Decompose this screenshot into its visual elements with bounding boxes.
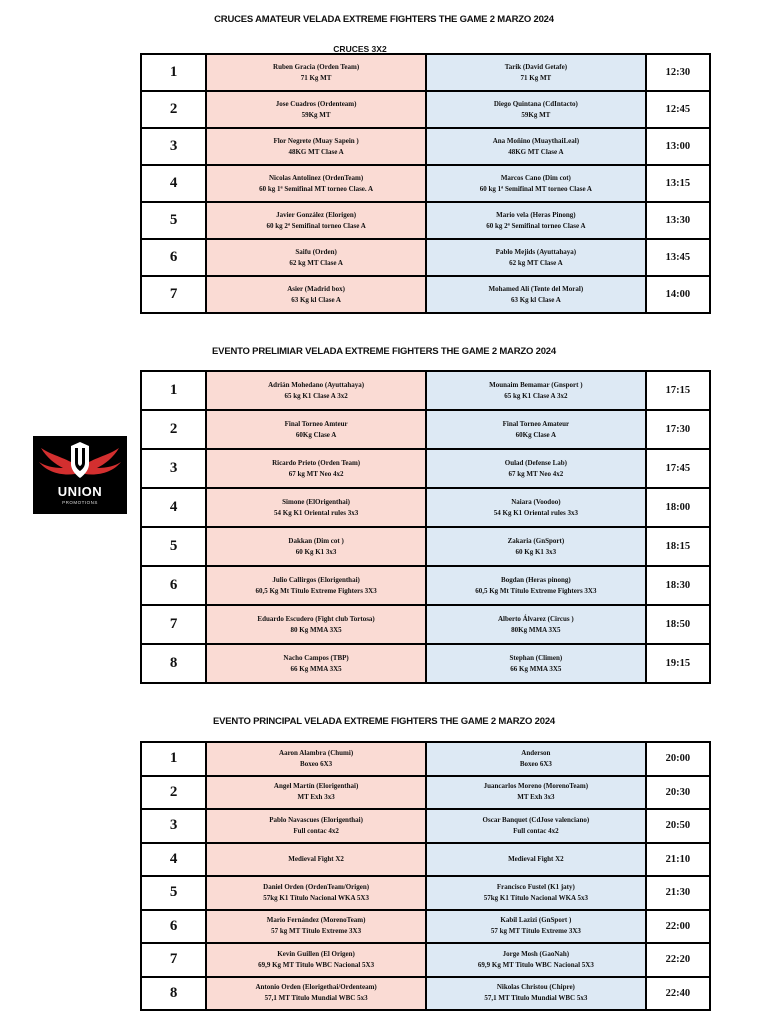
bout-time: [646, 128, 710, 165]
blue-corner-cell: [426, 910, 646, 944]
blue-corner-fighter: Pablo Mejids (Ayuttahaya): [495, 247, 577, 256]
table-row: [141, 91, 710, 128]
bout-time: [646, 410, 710, 449]
blue-corner-fighter: Diego Quintana (CdIntacto): [493, 99, 578, 108]
red-corner-cell: [206, 776, 426, 810]
bout-number-text: 2: [169, 421, 178, 437]
blue-corner-fighter: Medieval Fight X2: [508, 854, 564, 863]
bout-time-text: 18:00: [665, 502, 691, 513]
bout-time-text: 20:30: [665, 786, 691, 798]
blue-corner-fighter: Oscar Banquet (CdJose valenciano): [482, 815, 590, 824]
bout-time: [646, 876, 710, 910]
blue-corner-category: 48KG MT Clase A: [508, 147, 564, 156]
red-corner-cell: [206, 128, 426, 165]
red-corner-cell: [206, 910, 426, 944]
blue-corner-cell: [426, 742, 646, 776]
red-corner-category: 71 Kg MT: [300, 73, 332, 82]
blue-corner-cell: [426, 776, 646, 810]
blue-corner-fighter: Nikolas Christou (Chipre): [496, 983, 575, 992]
bout-time-text: 13:45: [665, 252, 691, 263]
bout-number-text: 5: [169, 538, 178, 554]
red-corner-cell: [206, 943, 426, 977]
bout-number: [141, 54, 206, 91]
red-corner-cell: [206, 488, 426, 527]
red-corner-fighter: Simone (ElOrigenthai): [282, 497, 351, 506]
red-corner-cell: [206, 644, 426, 683]
bout-number-text: 4: [169, 499, 178, 515]
table-row: [141, 371, 710, 410]
blue-corner-cell: [426, 809, 646, 843]
red-corner-fighter: Adrián Mohedano (Ayuttahaya): [268, 380, 365, 389]
bout-time: [646, 239, 710, 276]
red-corner-category: 80 Kg MMA 3X5: [290, 625, 342, 634]
bout-number-text: 6: [169, 917, 178, 934]
table-row: [141, 239, 710, 276]
bout-number: [141, 605, 206, 644]
red-corner-category: Boxeo 6X3: [300, 759, 333, 768]
blue-corner-fighter: Anderson: [521, 748, 551, 757]
logo-subtitle: PROMOTIONS: [62, 500, 98, 505]
bout-time-text: 20:00: [665, 753, 691, 765]
bout-time-text: 12:30: [665, 67, 691, 78]
red-corner-category: 60 kg 1ª Semifinal MT torneo Clase. A: [259, 184, 374, 193]
bout-number: [141, 977, 206, 1011]
bout-number-text: 3: [169, 817, 178, 834]
blue-corner-category: 71 Kg MT: [520, 73, 552, 82]
red-corner-fighter: Daniel Orden (OrdenTeam/Origen): [263, 882, 370, 891]
bout-time-text: 17:30: [665, 424, 691, 435]
bout-time: [646, 371, 710, 410]
preliminary-bouts-table: [140, 370, 711, 684]
red-corner-category: 60 Kg K1 3x3: [295, 547, 337, 556]
red-corner-cell: [206, 605, 426, 644]
bout-number-text: 5: [169, 884, 178, 901]
red-corner-fighter: Saifu (Orden): [295, 247, 337, 256]
red-corner-category: 60,5 Kg Mt Título Extreme Fighters 3X3: [255, 586, 377, 595]
bout-number: [141, 239, 206, 276]
blue-corner-category: MT Exh 3x3: [517, 793, 555, 802]
red-corner-category: 65 kg K1 Clase A 3x2: [284, 391, 348, 400]
table-row: [141, 276, 710, 313]
table-row: [141, 488, 710, 527]
blue-corner-category: 60 kg 1ª Semifinal MT torneo Clase A: [479, 184, 592, 193]
blue-corner-category: 65 kg K1 Clase A 3x2: [504, 391, 568, 400]
bout-number: [141, 410, 206, 449]
table-row: [141, 776, 710, 810]
blue-corner-category: 57 kg MT Título Extreme 3X3: [490, 927, 581, 936]
red-corner-fighter: Julio Callirgos (Elorigenthai): [272, 575, 360, 584]
red-corner-category: 54 Kg K1 Oriental rules 3x3: [274, 508, 359, 517]
bout-time: [646, 527, 710, 566]
blue-corner-fighter: Bogdan (Heras pinong): [501, 575, 571, 584]
bout-number: [141, 91, 206, 128]
blue-corner-fighter: Mario vela (Heras Pinong): [496, 210, 576, 219]
blue-corner-category: Full contac 4x2: [513, 826, 559, 835]
blue-corner-category: 69,9 Kg MT Titulo WBC Nacional 5X3: [477, 960, 594, 969]
table-row: [141, 644, 710, 683]
red-corner-category: 69,9 Kg MT Titulo WBC Nacional 5X3: [258, 960, 375, 969]
bout-number-text: 2: [169, 783, 178, 800]
red-corner-category: MT Exh 3x3: [297, 793, 335, 802]
red-corner-category: 67 kg MT Neo 4x2: [288, 469, 344, 478]
bout-time: [646, 644, 710, 683]
bout-number-text: 6: [169, 249, 178, 265]
blue-corner-cell: [426, 202, 646, 239]
bout-number: [141, 776, 206, 810]
union-promotions-logo: [33, 436, 127, 514]
bout-number-text: 8: [169, 655, 178, 671]
bout-number: [141, 910, 206, 944]
bout-number: [141, 449, 206, 488]
blue-corner-fighter: Juancarlos Moreno (MorenoTeam): [483, 782, 589, 791]
red-corner-fighter: Ricardo Prieto (Orden Team): [272, 458, 361, 467]
red-corner-fighter: Angel Martín (Elorigenthai): [273, 782, 359, 791]
bout-time: [646, 843, 710, 877]
blue-corner-cell: [426, 91, 646, 128]
red-corner-category: 63 Kg kl Clase A: [291, 295, 341, 304]
bout-number: [141, 876, 206, 910]
blue-corner-cell: [426, 449, 646, 488]
table-row: [141, 410, 710, 449]
red-corner-fighter: Dakkan (Dim cot ): [288, 536, 344, 545]
red-corner-cell: [206, 876, 426, 910]
table-row: [141, 843, 710, 877]
red-corner-cell: [206, 371, 426, 410]
blue-corner-fighter: Alberto Álvarez (Circus ): [497, 614, 574, 623]
blue-corner-cell: [426, 943, 646, 977]
blue-corner-category: 66 Kg MMA 3X5: [510, 664, 562, 673]
bout-number: [141, 527, 206, 566]
blue-corner-cell: [426, 566, 646, 605]
red-corner-category: 62 kg MT Clase A: [289, 258, 343, 267]
bout-time-text: 18:30: [665, 580, 691, 591]
table-row: [141, 910, 710, 944]
bout-number-text: 1: [169, 64, 178, 80]
blue-corner-category: 57,1 MT Titulo Mundial WBC 5x3: [484, 994, 588, 1003]
red-corner-cell: [206, 527, 426, 566]
red-corner-cell: [206, 410, 426, 449]
red-corner-fighter: Eduardo Escudero (Fight club Tortosa): [257, 614, 375, 623]
bout-time: [646, 605, 710, 644]
bout-number-text: 7: [169, 616, 178, 632]
red-corner-category: 66 Kg MMA 3X5: [290, 664, 342, 673]
red-corner-cell: [206, 566, 426, 605]
red-corner-cell: [206, 165, 426, 202]
blue-corner-fighter: Stephan (Climen): [509, 653, 563, 662]
bout-number: [141, 202, 206, 239]
table-row: [141, 165, 710, 202]
blue-corner-category: 60Kg Clase A: [515, 430, 557, 439]
red-corner-fighter: Kevin Guillen (El Origen): [277, 949, 355, 958]
bout-number: [141, 276, 206, 313]
blue-corner-category: 59Kg MT: [521, 110, 551, 119]
blue-corner-fighter: Kabil Lazizi (GnSport ): [500, 916, 572, 925]
red-corner-cell: [206, 742, 426, 776]
red-corner-category: 59Kg MT: [301, 110, 331, 119]
blue-corner-fighter: Zakaria (GnSport): [507, 536, 565, 545]
red-corner-cell: [206, 276, 426, 313]
red-corner-cell: [206, 202, 426, 239]
bout-time-text: 19:15: [665, 658, 691, 669]
red-corner-fighter: Mario Fernández (MorenoTeam): [266, 916, 366, 925]
blue-corner-cell: [426, 54, 646, 91]
blue-corner-cell: [426, 371, 646, 410]
red-corner-category: 60 kg 2ª Semifinal torneo Clase A: [266, 221, 366, 230]
bout-number: [141, 644, 206, 683]
blue-corner-cell: [426, 527, 646, 566]
bout-time: [646, 449, 710, 488]
winged-shield-icon: [33, 436, 127, 486]
bout-time-text: 17:15: [665, 385, 691, 396]
bout-time: [646, 202, 710, 239]
bout-time: [646, 165, 710, 202]
bout-number: [141, 165, 206, 202]
red-corner-fighter: Ruben Gracia (Orden Team): [273, 62, 360, 71]
bout-time: [646, 54, 710, 91]
blue-corner-fighter: Ana Moñino (MuaythaiLeal): [492, 136, 580, 145]
bout-number-text: 7: [169, 286, 178, 302]
blue-corner-category: 67 kg MT Neo 4x2: [508, 469, 564, 478]
table-row: [141, 605, 710, 644]
bout-number: [141, 488, 206, 527]
bout-time-text: 13:15: [665, 178, 691, 189]
bout-number-text: 3: [169, 460, 178, 476]
red-corner-fighter: Asier (Madrid box): [287, 284, 345, 293]
bout-number: [141, 128, 206, 165]
table-row: [141, 809, 710, 843]
blue-corner-fighter: Marcos Cano (Dim cot): [500, 173, 571, 182]
blue-corner-cell: [426, 488, 646, 527]
bout-time: [646, 943, 710, 977]
bout-number: [141, 742, 206, 776]
bout-number-text: 6: [169, 577, 178, 593]
table-row: [141, 527, 710, 566]
section1-title: CRUCES AMATEUR VELADA EXTREME FIGHTERS THE GAME 2 MARZO 2024: [214, 14, 554, 25]
amateur-bouts-table: [140, 53, 711, 314]
blue-corner-category: 60 kg 2ª Semifinal torneo Clase A: [486, 221, 586, 230]
bout-time: [646, 977, 710, 1011]
bout-number: [141, 809, 206, 843]
blue-corner-fighter: Final Torneo Amateur: [502, 419, 570, 428]
blue-corner-fighter: Francisco Fustel (K1 jaty): [496, 882, 575, 891]
table-row: [141, 54, 710, 91]
red-corner-category: 57,1 MT Titulo Mundial WBC 5x3: [264, 994, 368, 1003]
blue-corner-cell: [426, 165, 646, 202]
red-corner-cell: [206, 809, 426, 843]
bout-time-text: 13:00: [665, 141, 691, 152]
bout-time-text: 22:20: [665, 954, 691, 966]
blue-corner-cell: [426, 605, 646, 644]
blue-corner-fighter: Oulad (Defense Lab): [504, 458, 567, 467]
red-corner-fighter: Final Torneo Amteur: [284, 419, 348, 428]
red-corner-category: 57 kg MT Título Extreme 3X3: [271, 927, 362, 936]
red-corner-cell: [206, 91, 426, 128]
bout-time-text: 17:45: [665, 463, 691, 474]
bout-number: [141, 371, 206, 410]
red-corner-category: Full contac 4x2: [293, 826, 339, 835]
bout-time-text: 14:00: [665, 289, 691, 300]
blue-corner-category: 80Kg MMA 3X5: [511, 625, 561, 634]
blue-corner-cell: [426, 977, 646, 1011]
bout-time: [646, 910, 710, 944]
bout-time-text: 18:50: [665, 619, 691, 630]
bout-time: [646, 809, 710, 843]
bout-number-text: 1: [169, 382, 178, 398]
blue-corner-category: 60,5 Kg Mt Título Extreme Fighters 3X3: [475, 586, 597, 595]
red-corner-category: 57kg K1 Título Nacional WKA 5X3: [263, 893, 369, 902]
table-row: [141, 876, 710, 910]
red-corner-fighter: Antonio Orden (Elorigethai/Ordenteam): [255, 983, 377, 992]
red-corner-cell: [206, 977, 426, 1011]
red-corner-fighter: Medieval Fight X2: [288, 854, 344, 863]
section2-title: EVENTO PRELIMIAR VELADA EXTREME FIGHTERS THE GAME 2 MARZO 2024: [212, 346, 556, 357]
main-event-bouts-table: [140, 741, 711, 1011]
blue-corner-category: 60 Kg K1 3x3: [515, 547, 557, 556]
bout-time: [646, 276, 710, 313]
red-corner-fighter: Javier González (Elorigen): [276, 210, 357, 219]
bout-time: [646, 776, 710, 810]
bout-time-text: 21:10: [665, 853, 691, 865]
blue-corner-category: 57kg K1 Título Nacional WKA 5x3: [483, 893, 588, 902]
red-corner-cell: [206, 54, 426, 91]
bout-time-text: 12:45: [665, 104, 691, 115]
bout-time-text: 18:15: [665, 541, 691, 552]
bout-number-text: 5: [169, 212, 178, 228]
table-row: [141, 943, 710, 977]
table-row: [141, 202, 710, 239]
blue-corner-cell: [426, 276, 646, 313]
red-corner-fighter: Pablo Navascues (Elorigenthai): [269, 815, 363, 824]
bout-number-text: 7: [169, 951, 178, 968]
logo-wordmark: UNION: [57, 484, 103, 499]
blue-corner-cell: [426, 876, 646, 910]
red-corner-cell: [206, 239, 426, 276]
table-row: [141, 742, 710, 776]
red-corner-fighter: Nacho Campos (TBP): [283, 653, 349, 662]
blue-corner-fighter: Mohamed Ali (Tente del Moral): [488, 284, 584, 293]
blue-corner-cell: [426, 128, 646, 165]
blue-corner-cell: [426, 644, 646, 683]
bout-number-text: 4: [169, 850, 178, 867]
bout-number-text: 4: [169, 175, 178, 191]
red-corner-fighter: Nicolas Antolinez (OrdenTeam): [268, 173, 364, 182]
bout-time-text: 20:50: [665, 820, 691, 832]
red-corner-cell: [206, 843, 426, 877]
bout-time-text: 22:40: [665, 987, 691, 999]
bout-time-text: 13:30: [665, 215, 691, 226]
red-corner-fighter: Flor Negrete (Muay Sapein ): [273, 136, 359, 145]
bout-number-text: 1: [169, 750, 178, 767]
blue-corner-cell: [426, 843, 646, 877]
bout-number-text: 2: [169, 101, 178, 117]
blue-corner-fighter: Tarik (David Getafe): [504, 62, 568, 71]
bout-number: [141, 843, 206, 877]
red-corner-category: 60Kg Clase A: [295, 430, 337, 439]
bout-number: [141, 943, 206, 977]
table-row: [141, 566, 710, 605]
blue-corner-fighter: Naiara (Voodoo): [511, 497, 561, 506]
bout-time-text: 22:00: [665, 920, 691, 932]
section3-title: EVENTO PRINCIPAL VELADA EXTREME FIGHTERS THE GAME 2 MARZO 2024: [213, 716, 555, 727]
bout-number-text: 8: [169, 984, 178, 1001]
table-row: [141, 128, 710, 165]
red-corner-fighter: Aaron Alambra (Chumi): [279, 748, 354, 757]
red-corner-fighter: Jose Cuadros (Ordenteam): [275, 99, 357, 108]
bout-number: [141, 566, 206, 605]
bout-number-text: 3: [169, 138, 178, 154]
blue-corner-category: Boxeo 6X3: [519, 759, 552, 768]
table-row: [141, 449, 710, 488]
blue-corner-category: 54 Kg K1 Oriental rules 3x3: [493, 508, 578, 517]
red-corner-category: 48KG MT Clase A: [288, 147, 344, 156]
section1-subtitle: CRUCES 3X2: [333, 44, 387, 54]
table-row: [141, 977, 710, 1011]
blue-corner-category: 62 kg MT Clase A: [509, 258, 563, 267]
blue-corner-cell: [426, 239, 646, 276]
blue-corner-cell: [426, 410, 646, 449]
bout-time: [646, 91, 710, 128]
bout-time-text: 21:30: [665, 887, 691, 899]
blue-corner-fighter: Jorge Mosh (GaoNah): [502, 949, 570, 958]
red-corner-cell: [206, 449, 426, 488]
bout-time: [646, 742, 710, 776]
blue-corner-fighter: Mounaim Bemamar (Gnsport ): [489, 380, 583, 389]
blue-corner-category: 63 Kg kl Clase A: [510, 295, 561, 304]
bout-time: [646, 488, 710, 527]
bout-time: [646, 566, 710, 605]
